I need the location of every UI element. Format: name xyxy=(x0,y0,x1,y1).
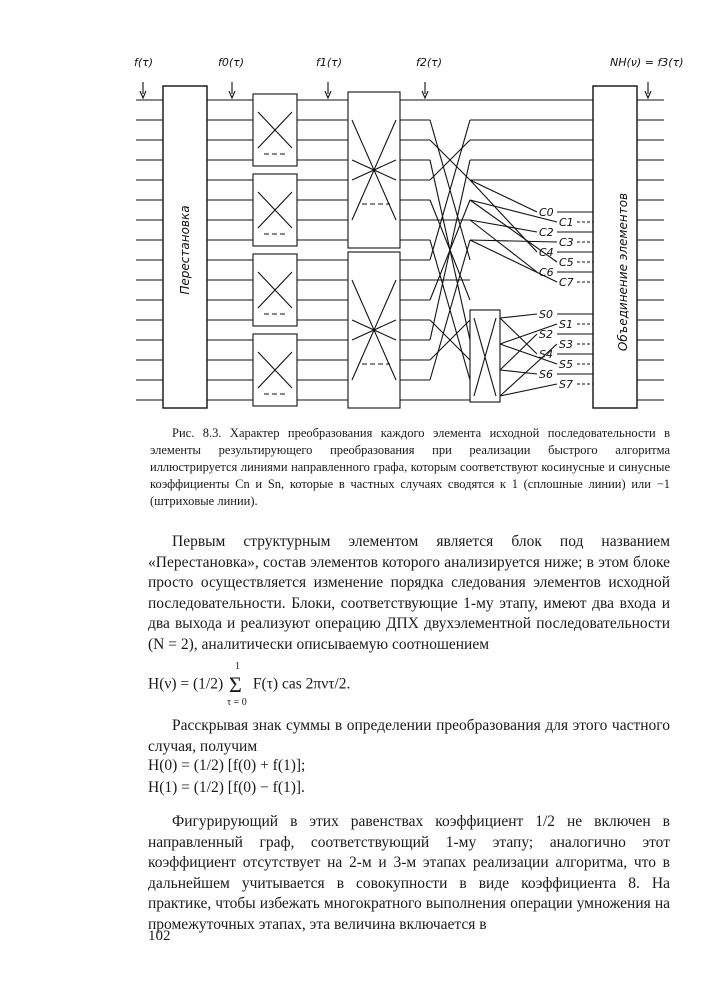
cos-coef-label: C6 xyxy=(539,266,554,279)
cos-edge xyxy=(470,220,537,232)
sum-symbol: Σ 1 τ = 0 xyxy=(227,661,247,708)
equation-2: H(0) = (1/2) [f(0) + f(1)]; xyxy=(148,757,306,774)
sin-coef-label: S2 xyxy=(539,328,553,341)
equation-1 xyxy=(148,661,351,708)
equation-1-rhs: F(τ) cas 2πντ/2. xyxy=(252,675,351,693)
sin-edge xyxy=(500,370,537,374)
label-f0: f0(τ) xyxy=(218,56,245,69)
sin-coef-label: S3 xyxy=(559,338,573,351)
sin-coef-label: S4 xyxy=(539,348,553,361)
label-f: f(τ) xyxy=(134,56,154,69)
sin-edge xyxy=(500,384,557,396)
equation-3: H(1) = (1/2) [f(0) − f(1)]. xyxy=(148,779,305,796)
flow-graph-figure xyxy=(0,0,704,420)
label-f2: f2(τ) xyxy=(416,56,443,69)
cos-coef-label: C2 xyxy=(539,226,554,239)
block-combining xyxy=(593,86,637,408)
sin-coef-label: S6 xyxy=(539,368,553,381)
cos-coef-label: C1 xyxy=(559,216,574,229)
paragraph-1: Первым структурным элементом является блок под названием «Перестановка», состав элементов которого анализируется ниже; в этом блоке просто осуществляется изменение порядка следования элементов исходной последовательности. Блоки, соответствующие 1-му этапу, имеют два входа и два выхода и реализуют операцию ДПХ двухэлементной последовательности (N = 2), аналитически описываемую соотношением xyxy=(148,533,670,653)
sin-coef-label: S1 xyxy=(559,318,573,331)
cos-coef-label: C7 xyxy=(559,276,574,289)
label-output: NH(ν) = f3(τ) xyxy=(610,56,684,69)
right-block-label: Объединение элементов xyxy=(616,192,630,352)
cos-coef-label: C4 xyxy=(539,246,554,259)
left-block-label: Перестановка xyxy=(178,205,192,295)
sin-edge xyxy=(500,314,537,318)
figure-caption: Рис. 8.3. Характер преобразования каждого элемента исходной последовательности в элементы результирующего преобразования при реализации быстрого алгоритма иллюстрируется линиями направленного графа, которым соответствуют косинусные и синусные коэффициенты Cn и Sn, которые в частных случаях сводятся к 1 (сплошные линии) или −1 (штриховые линии). xyxy=(150,426,670,508)
sin-coef-label: S7 xyxy=(559,378,573,391)
cos-coef-label: C3 xyxy=(559,236,574,249)
sum-lower-limit: τ = 0 xyxy=(227,697,247,708)
sin-edge xyxy=(500,334,537,370)
sin-edge xyxy=(500,318,537,354)
sin-coef-label: S5 xyxy=(559,358,573,371)
sum-upper-limit: 1 xyxy=(235,661,241,672)
paragraph-2: Расскрывая знак суммы в определении преобразования для этого частного случая, получим xyxy=(148,717,670,755)
label-f1: f1(τ) xyxy=(316,56,343,69)
equation-1-lhs: H(ν) = (1/2) xyxy=(148,675,224,693)
sin-coef-label: S0 xyxy=(539,308,553,321)
cos-coef-label: C5 xyxy=(559,256,574,269)
page-number: 102 xyxy=(148,928,171,944)
graph-edges xyxy=(400,100,593,400)
cos-coef-label: C0 xyxy=(539,206,554,219)
cos-edge xyxy=(470,220,537,272)
paragraph-3: Фигурирующий в этих равенствах коэффициент 1/2 не включен в направленный граф, соответствующий 1-му этапу; аналогично этот коэффициент отсутствует на 2-м и 3-м этапах реализации алгоритма, что в дальнейшем учитывается в совокупности в виде коэффициента 8. На практике, чтобы избежать многократного выполнения операции умножения на промежуточных этапах, эта величина включается в xyxy=(148,813,670,933)
